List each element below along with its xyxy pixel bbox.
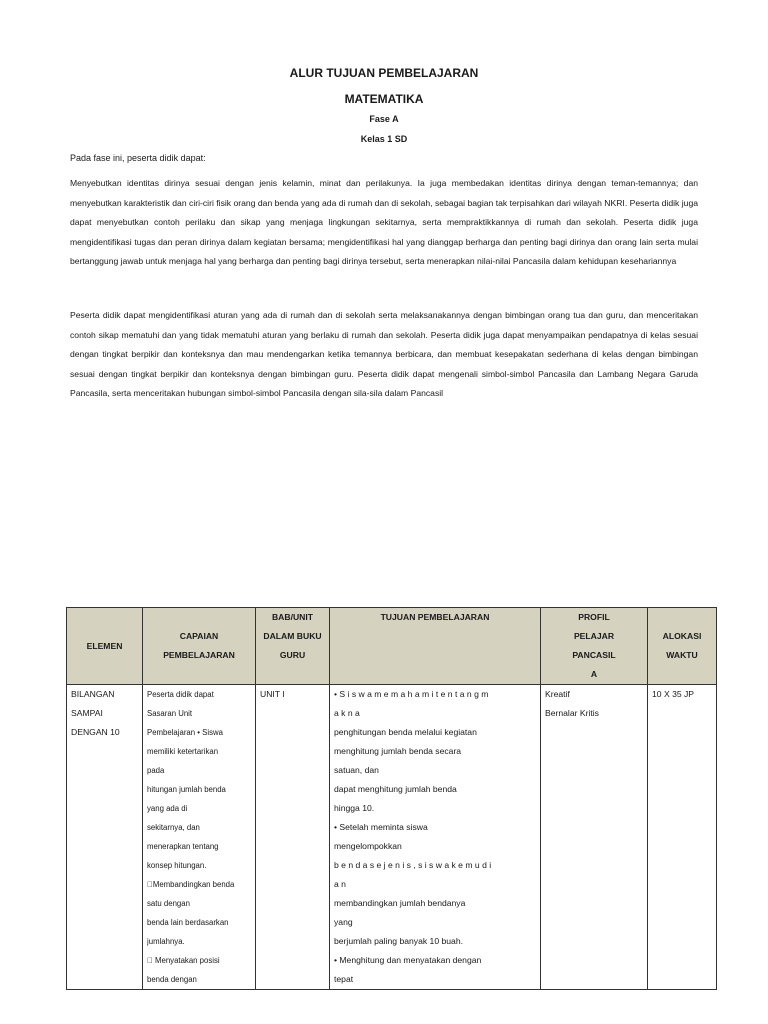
intro-text: Pada fase ini, peserta didik dapat: [70, 153, 206, 163]
cell-tujuan: • S i s w a m e m a h a m i t e n t a n g m a k n a penghitungan benda melalui kegiatan menghitung jumlah benda secara satuan, dan dapat menghitung jumlah benda hingga 10. • Setelah meminta siswa mengelompokkan b e n d a s e j e n i s , s i s w a k e m u d i a n membandingkan jumlah bendanya yang berjumlah paling banyak 10 buah. • Menghitung dan menyatakan dengan tepat [330, 685, 541, 990]
header-tujuan: TUJUAN PEMBELAJARAN [330, 608, 541, 685]
subject-title: MATEMATIKA [344, 92, 424, 106]
learning-flow-table [66, 607, 717, 990]
cell-alokasi: 10 X 35 JP [648, 685, 717, 990]
header-bab-unit: BAB/UNIT DALAM BUKU GURU [256, 608, 330, 685]
phase-label: Fase A [369, 114, 399, 124]
grade-label: Kelas 1 SD [360, 134, 408, 144]
table-row [67, 685, 717, 990]
paragraph-rules: Peserta didik dapat mengidentifikasi aturan yang ada di rumah dan di sekolah serta melaksanakannya dengan bimbingan orang tua dan guru, dan menceritakan contoh sikap mematuhi dan yang tidak mematuhi aturan yang berlaku di rumah dan sekolah. Peserta didik juga dapat menyampaikan pendapatnya di kelas sesuai dengan tingkat berpikir dan konteksnya dan mau mendengarkan ketika temannya berbicara, dan membuat kesepakatan sederhana di kelas dengan bimbingan sesuai dengan tingkat berpikir dan konteksnya dengan bimbingan guru. Peserta didik dapat mengenali simbol-simbol Pancasila dan Lambang Negara Garuda Pancasila, serta menceritakan hubungan simbol-simbol Pancasila dengan sila-sila dalam Pancasil [70, 310, 698, 399]
cell-profil: Kreatif Bernalar Kritis [541, 685, 648, 990]
header-elemen: ELEMEN [67, 608, 143, 685]
cell-capaian: Peserta didik dapat Sasaran Unit Pembelajaran • Siswa memiliki ketertarikan pada hitungan jumlah benda yang ada di sekitarnya, dan menerapkan tentang konsep hitungan.  Membandingkan benda satu dengan benda lain berdasarkan jumlahnya.   Menyatakan posisi benda dengan [143, 685, 256, 990]
table-header-row [67, 608, 717, 685]
header-capaian: CAPAIAN PEMBELAJARAN [143, 608, 256, 685]
cell-bab-unit: UNIT I [256, 685, 330, 990]
header-alokasi: ALOKASI WAKTU [648, 608, 717, 685]
header-profil: PROFIL PELAJAR PANCASIL A [541, 608, 648, 685]
cell-elemen: BILANGAN SAMPAI DENGAN 10 [67, 685, 143, 990]
document-title: ALUR TUJUAN PEMBELAJARAN [289, 66, 479, 80]
paragraph-identity: Menyebutkan identitas dirinya sesuai dengan jenis kelamin, minat dan perilakunya. Ia juga membedakan identitas dirinya dengan teman-temannya; dan menyebutkan karakteristik dan ciri-ciri fisik orang dan benda yang ada di rumah dan di sekolah, sebagai bagian tak terpisahkan dari wilayah NKRI. Peserta didik juga dapat menyebutkan contoh perilaku dan sikap yang menjaga lingkungan sekitarnya, serta mempraktikkannya di rumah dan sekolah. Peserta didik juga mengidentifikasi tugas dan peran dirinya dalam kegiatan bersama; mengidentifikasi hal yang dianggap berharga dan penting bagi dirinya dan orang lain serta mulai bertanggung jawab untuk menjaga hal yang berharga dan penting bagi dirinya tersebut, serta menerapkan nilai-nilai Pancasila dalam kehidupan kesehariannya [70, 178, 698, 267]
